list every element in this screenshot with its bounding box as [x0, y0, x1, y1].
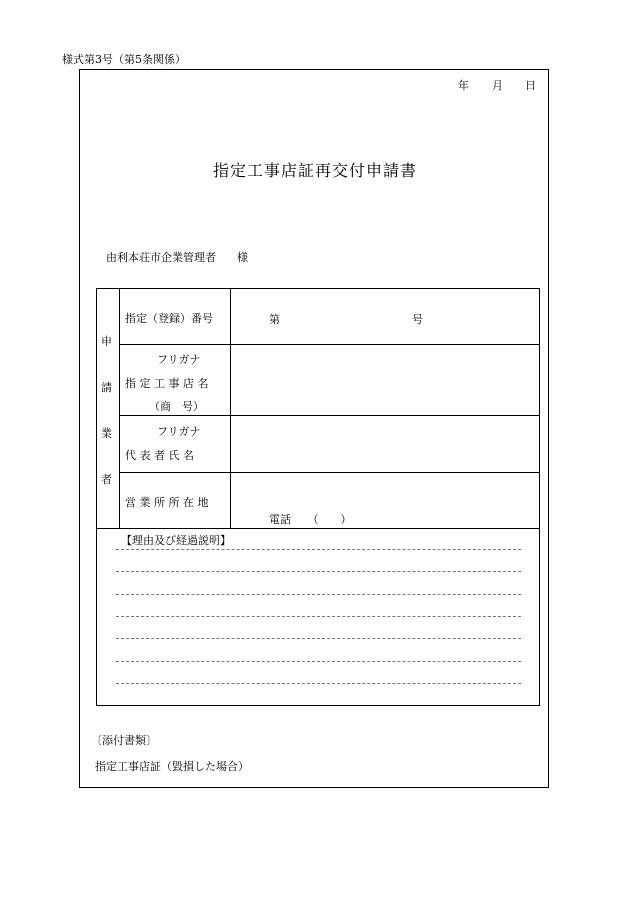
- applicant-char-2: 請: [101, 381, 112, 394]
- reason-line: [116, 549, 521, 550]
- date-month-label: 月: [492, 79, 503, 92]
- reason-line: [116, 638, 521, 639]
- attachments-title: 〔添付書類〕: [91, 734, 157, 747]
- applicant-char-4: 者: [101, 473, 112, 486]
- date-day-label: 日: [525, 79, 536, 92]
- rep-name-label: 代 表 者 氏 名: [125, 449, 194, 462]
- shop-furigana-label: フリガナ: [157, 353, 201, 366]
- attachment-item: 指定工事店証（毀損した場合）: [95, 760, 249, 773]
- rep-furigana-label: フリガナ: [157, 425, 201, 438]
- office-phone-label: 電話 （ ）: [269, 513, 352, 526]
- reason-line: [116, 661, 521, 662]
- applicant-char-3: 業: [101, 427, 112, 440]
- shop-name-label: 指 定 工 事 店 名: [125, 377, 209, 390]
- addressee: 由利本荘市企業管理者: [106, 251, 216, 264]
- reason-section-title: 【理由及び経過説明】: [121, 534, 231, 547]
- date-year-label: 年: [458, 79, 469, 92]
- col-divider-label: [230, 289, 231, 528]
- row-divider-reason: [97, 528, 540, 529]
- applicant-char-1: 申: [101, 335, 112, 348]
- row-divider-2: [119, 415, 540, 416]
- form-number-label: 様式第3号（第5条関係）: [62, 53, 186, 66]
- row-divider-1: [119, 344, 540, 345]
- number-label: 指定（登録）番号: [125, 312, 213, 325]
- number-suffix: 号: [412, 313, 423, 326]
- honorific: 様: [237, 251, 248, 264]
- row-divider-3: [119, 472, 540, 473]
- application-table: [96, 288, 540, 706]
- reason-line: [116, 683, 521, 684]
- col-divider-applicant: [119, 289, 120, 528]
- reason-line: [116, 594, 521, 595]
- shop-trade-name-label: （商 号）: [149, 400, 204, 413]
- reason-line: [116, 571, 521, 572]
- number-prefix: 第: [269, 313, 280, 326]
- document-title: 指定工事店証再交付申請書: [212, 161, 417, 180]
- reason-line: [116, 616, 521, 617]
- office-address-label: 営 業 所 所 在 地: [125, 496, 209, 509]
